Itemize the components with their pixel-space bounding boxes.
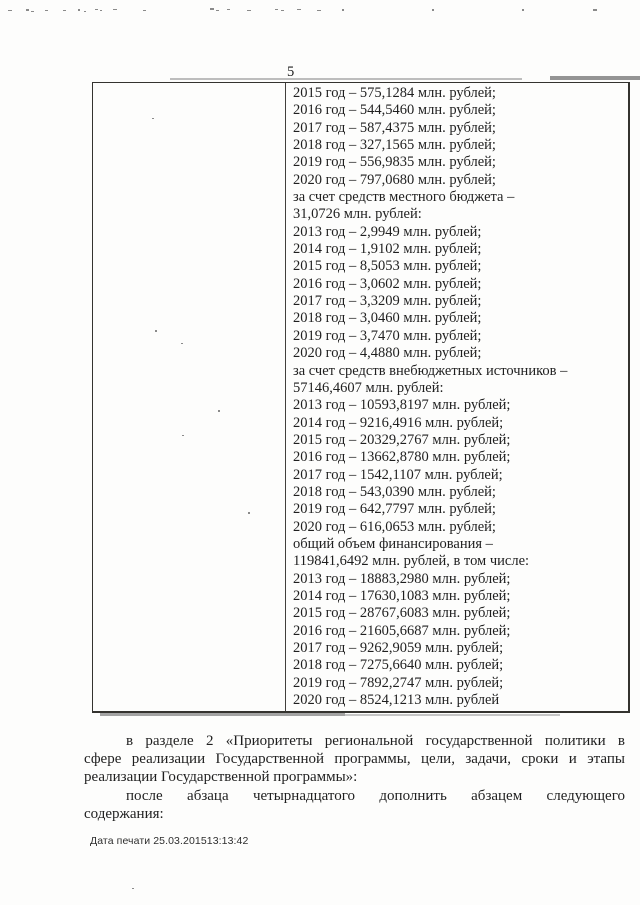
scan-speck	[78, 9, 80, 11]
body-paragraph-line: после абзаца четырнадцатого дополнить абзацем следующего	[126, 787, 625, 804]
scan-speck	[143, 10, 146, 11]
table-line: 2017 год – 1542,1107 млн. рублей;	[293, 466, 503, 483]
scan-speck	[317, 10, 321, 11]
table-line: 2019 год – 7892,2747 млн. рублей;	[293, 674, 504, 691]
table-cell-left	[93, 83, 286, 711]
scan-smudge	[100, 713, 345, 716]
table-line: 2018 год – 7275,6640 млн. рублей;	[293, 657, 504, 674]
body-text	[84, 732, 625, 823]
table-line: 31,0726 млн. рублей:	[293, 206, 422, 223]
scan-speck	[432, 9, 434, 11]
scan-speck	[210, 8, 214, 10]
financing-table	[92, 82, 630, 713]
scan-speck	[281, 10, 284, 11]
table-line: 2018 год – 543,0390 млн. рублей;	[293, 483, 496, 500]
table-line: 2019 год – 3,7470 млн. рублей;	[293, 327, 482, 344]
scan-speck	[227, 9, 230, 10]
table-line: 2018 год – 327,1565 млн. рублей;	[293, 137, 496, 154]
scan-speck	[45, 10, 48, 11]
table-line: 2017 год – 3,3209 млн. рублей;	[293, 293, 482, 310]
scan-speck	[275, 9, 278, 10]
table-line: 2019 год – 642,7797 млн. рублей;	[293, 501, 496, 518]
table-line: 2013 год – 2,9949 млн. рублей;	[293, 223, 482, 240]
scan-speck	[95, 9, 98, 10]
table-line: 2013 год – 10593,8197 млн. рублей;	[293, 397, 511, 414]
table-cell-right	[286, 83, 628, 711]
table-line: 2020 год – 616,0653 млн. рублей;	[293, 518, 496, 535]
table-line: 2017 год – 9262,9059 млн. рублей;	[293, 640, 504, 656]
table-line: 2016 год – 3,0602 млн. рублей;	[293, 275, 482, 292]
table-line: 2015 год – 575,1284 млн. рублей;	[293, 85, 496, 101]
table-line: 2014 год – 1,9102 млн. рублей;	[293, 241, 482, 258]
table-line: 57146,4607 млн. рублей:	[293, 379, 444, 396]
scan-speck	[216, 10, 219, 11]
table-line: 2020 год – 797,0680 млн. рублей;	[293, 171, 496, 188]
table-line: 119841,6492 млн. рублей, в том числе:	[293, 553, 530, 570]
scan-smudge	[170, 78, 522, 80]
scan-speck	[84, 11, 86, 12]
table-line: 2015 год – 28767,6083 млн. рублей;	[293, 605, 511, 622]
body-paragraph-line: сфере реализации Государственной программы, цели, задачи, сроки и этапы	[84, 751, 625, 768]
table-line: за счет средств местного бюджета –	[293, 189, 515, 206]
scan-speck	[522, 9, 524, 11]
table-line: 2017 год – 587,4375 млн. рублей;	[293, 119, 496, 136]
scan-smudge	[550, 76, 640, 80]
scan-speck	[113, 9, 117, 10]
body-paragraph-line: в разделе 2 «Приоритеты региональной государственной политики в	[126, 733, 625, 749]
scan-speck	[297, 9, 301, 10]
scan-smudge	[345, 714, 560, 716]
table-line: 2016 год – 21605,6687 млн. рублей;	[293, 622, 511, 639]
scan-speck	[8, 10, 12, 11]
table-line: 2016 год – 544,5460 млн. рублей;	[293, 102, 496, 119]
table-line: 2018 год – 3,0460 млн. рублей;	[293, 310, 482, 327]
scan-speck	[247, 10, 251, 11]
table-line: 2015 год – 8,5053 млн. рублей;	[293, 258, 482, 275]
table-line: 2013 год – 18883,2980 млн. рублей;	[293, 570, 511, 587]
scan-speck	[63, 10, 66, 11]
table-line: 2016 год – 13662,8780 млн. рублей;	[293, 449, 511, 466]
scan-speck	[31, 11, 34, 12]
scan-speck	[342, 9, 344, 11]
table-line: за счет средств внебюджетных источников –	[293, 362, 568, 379]
table-line: 2019 год – 556,9835 млн. рублей;	[293, 154, 496, 171]
scan-speck	[593, 9, 597, 11]
body-paragraph-line: содержания:	[84, 805, 164, 822]
scan-speck	[26, 9, 29, 11]
table-line: 2014 год – 9216,4916 млн. рублей;	[293, 414, 504, 431]
scan-speck	[100, 10, 102, 11]
table-line: 2020 год – 8524,1213 млн. рублей	[293, 692, 500, 709]
table-line: 2020 год – 4,4880 млн. рублей;	[293, 345, 482, 362]
page-number: 5	[287, 64, 295, 80]
body-paragraph-line: реализации Государственной программы»:	[84, 769, 358, 786]
print-date-stamp: Дата печати 25.03.201513:13:42	[90, 835, 249, 847]
table-line: общий объем финансирования –	[293, 535, 493, 552]
scan-speck	[132, 888, 134, 889]
table-line: 2015 год – 20329,2767 млн. рублей;	[293, 431, 511, 448]
table-line: 2014 год – 17630,1083 млн. рублей;	[293, 587, 511, 604]
